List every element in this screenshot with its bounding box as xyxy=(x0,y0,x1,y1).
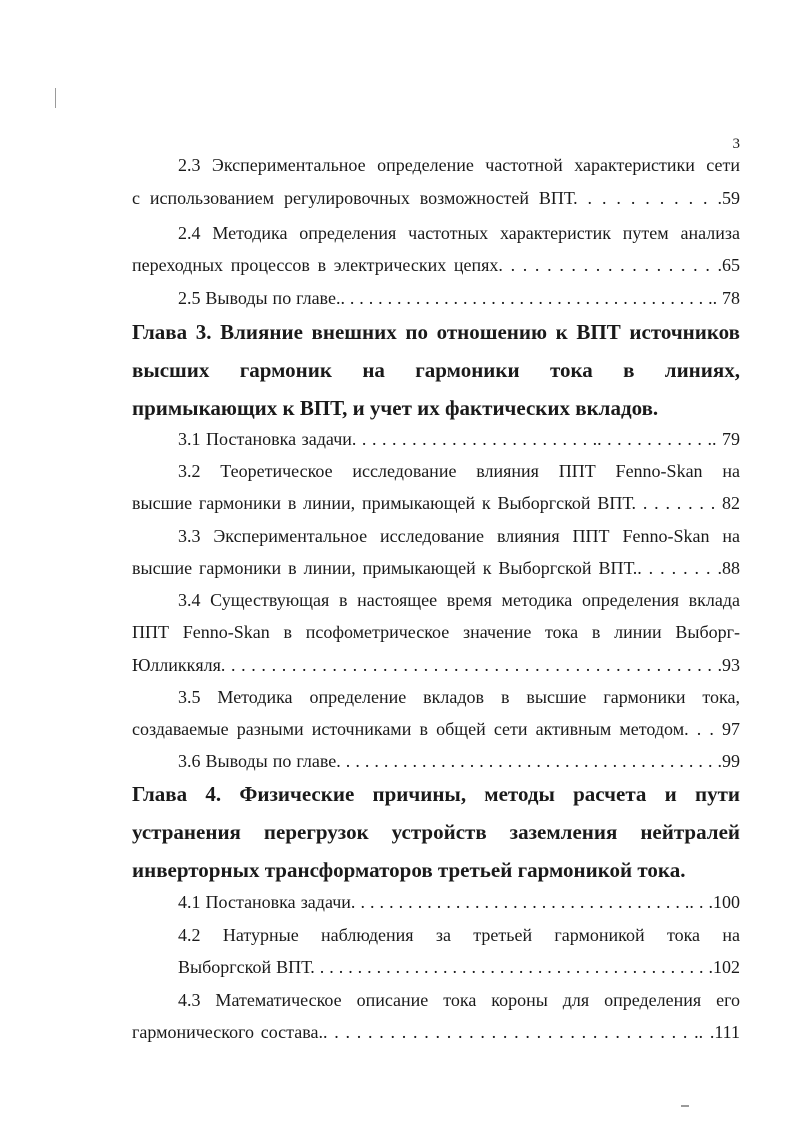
chapter-3-heading-line-3: примыкающих к ВПТ, и учет их фактических вкладов. xyxy=(132,396,659,420)
toc-entry-4-2-line-2: Выборгской ВПТ. . . . . . . . . . . . . . . . . . . . . . . . . . . . . . . . . . . . . . . . . . .102 xyxy=(178,957,740,977)
toc-entry-2-3-line-2: с использованием регулировочных возможностей ВПТ. . . . . . . . . . .59 xyxy=(132,188,740,208)
toc-entry-3-2-line-1: 3.2 Теоретическое исследование влияния ППТ Fenno-Skan на xyxy=(178,461,740,481)
toc-entry-2-5: 2.5 Выводы по главе.. . . . . . . . . . . . . . . . . . . . . . . . . . . . . . . . . . . . . . . .. 78 xyxy=(178,288,740,308)
chapter-3-heading-line-1: Глава 3. Влияние внешних по отношению к ВПТ источников xyxy=(132,320,740,344)
toc-entry-3-1: 3.1 Постановка задачи. . . . . . . . . . . . . . . . . . . . . . . . .. . . . . . . . . . . .. 79 xyxy=(178,429,740,449)
chapter-4-heading-line-1: Глава 4. Физические причины, методы расчета и пути xyxy=(132,782,740,806)
toc-entry-3-5-line-1: 3.5 Методика определение вкладов в высшие гармоники тока, xyxy=(178,687,740,707)
scan-speck xyxy=(681,1105,689,1107)
chapter-4-heading-line-2: устранения перегрузок устройств заземления нейтралей xyxy=(132,820,740,844)
toc-entry-4-3-line-2: гармонического состава.. . . . . . . . . . . . . . . . . . . . . . . . . . . . . . . . . .. .111 xyxy=(132,1022,740,1042)
toc-entry-3-3-line-2: высшие гармоники в линии, примыкающей к Выборгской ВПТ.. . . . . . . .88 xyxy=(132,558,740,578)
toc-entry-4-1: 4.1 Постановка задачи. . . . . . . . . . . . . . . . . . . . . . . . . . . . . . . . . . . .. . .100 xyxy=(178,892,740,912)
page-number: 3 xyxy=(732,136,740,152)
chapter-4-heading-line-3: инверторных трансформаторов третьей гармоникой тока. xyxy=(132,858,686,882)
toc-entry-3-4-line-3: Юлликкяля. . . . . . . . . . . . . . . . . . . . . . . . . . . . . . . . . . . . . . . . . . . . . . . . . .93 xyxy=(132,655,740,675)
toc-entry-3-6: 3.6 Выводы по главе. . . . . . . . . . . . . . . . . . . . . . . . . . . . . . . . . . . . . . . . .99 xyxy=(178,751,740,771)
toc-entry-3-5-line-2: создаваемые разными источниками в общей сети активным методом. . . 97 xyxy=(132,719,740,739)
toc-entry-2-4-line-2: переходных процессов в электрических цепях. . . . . . . . . . . . . . . . . . .65 xyxy=(132,255,740,275)
toc-entry-2-4-line-1: 2.4 Методика определения частотных характеристик путем анализа xyxy=(178,223,740,243)
toc-entry-3-4-line-1: 3.4 Существующая в настоящее время методика определения вклада xyxy=(178,590,740,610)
toc-entry-4-3-line-1: 4.3 Математическое описание тока короны для определения его xyxy=(178,990,740,1010)
toc-entry-3-3-line-1: 3.3 Экспериментальное исследование влияния ППТ Fenno-Skan на xyxy=(178,526,740,546)
toc-entry-4-2-line-1: 4.2 Натурные наблюдения за третьей гармоникой тока на xyxy=(178,925,740,945)
toc-entry-3-2-line-2: высшие гармоники в линии, примыкающей к Выборгской ВПТ. . . . . . . . 82 xyxy=(132,493,740,513)
toc-entry-3-4-line-2: ППТ Fenno-Skan в псофометрическое значение тока в линии Выборг- xyxy=(132,622,740,642)
chapter-3-heading-line-2: высших гармоник на гармоники тока в линиях, xyxy=(132,358,740,382)
toc-entry-2-3-line-1: 2.3 Экспериментальное определение частотной характеристики сети xyxy=(178,155,740,175)
scan-speck xyxy=(55,88,56,108)
